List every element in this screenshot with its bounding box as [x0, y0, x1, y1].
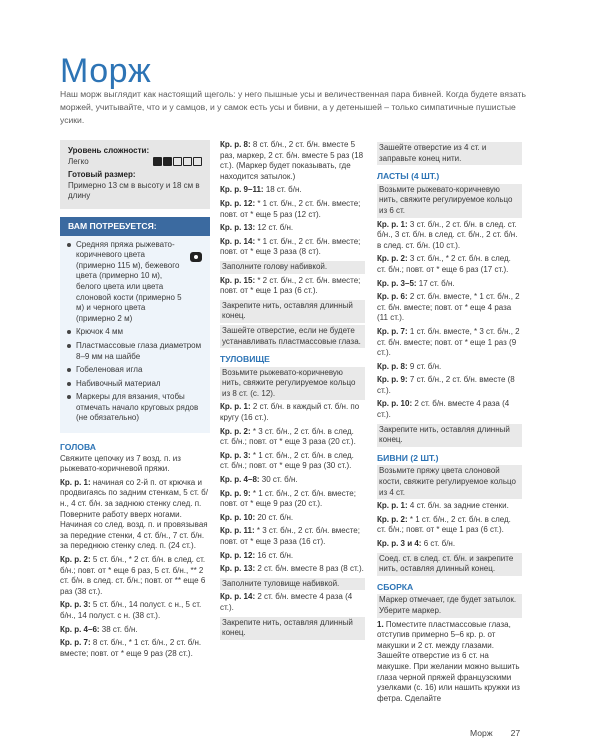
row-text: начиная со 2-й п. от крючка и продвигаясь по задним стенкам, 5 ст. б/н., 4 ст. б/н. за заднюю стенку след. п. Поверните работу вверх ногами. Начиная со след. возд. п. и провязывая за передние стенки, 4 ст. б/н., 7 ст. б/н. за переднюю стенку след. п. (24 ст.).: [60, 477, 208, 551]
tusk-rows: [377, 501, 522, 549]
pattern-row: [220, 199, 365, 220]
pattern-row: [220, 185, 365, 196]
pattern-row: [60, 478, 210, 552]
intro-text: Наш морж выглядит как настоящий щеголь: у него пышные усы и величественная пара бивней. Когда будете вязать моржей, учитывайте, что и у самцов, и у самок есть усы и бивни, а у детенышей – только симпатичные пушистые усики.: [60, 89, 526, 125]
row-text: 5 ст. б/н., 14 полуст. с н., 5 ст. б/н., 14 полуст. с н. (38 ст.).: [60, 600, 202, 620]
row-text: * 1 ст. б/н., 2 ст. б/н. вместе; повт. от * еще 9 раз (20 ст.).: [220, 488, 356, 509]
row-text: * 3 ст. б/н., 2 ст. б/н. в след. ст. б/н.; повт. от * еще 3 раза (20 ст.).: [220, 426, 356, 447]
row-text: * 1 ст. б/н., 2 ст. б/н. вместе; повт. от * еще 5 раз (12 ст).: [220, 198, 361, 219]
pattern-row: [60, 555, 210, 597]
materials-header: ВАМ ПОТРЕБУЕТСЯ:: [60, 217, 210, 236]
row-text: 2 ст. б/н. в каждый ст. б/н. по кругу (16 ст.).: [220, 402, 360, 423]
row-label: Кр. р. 7:: [60, 638, 91, 648]
skill-value: Легко: [68, 156, 89, 166]
page-title: Морж: [60, 52, 152, 90]
row-text: 30 ст. б/н.: [261, 475, 298, 485]
footer-section: Морж: [470, 728, 493, 738]
row-text: * 2 ст. б/н., 2 ст. б/н. вместе; повт. от * еще 1 раз (6 ст.).: [220, 275, 361, 296]
pattern-row: [220, 526, 365, 547]
assembly-step: 1. Поместите пластмассовые глаза, отступив примерно 5–6 кр. р. от макушки и 2 ст. между глазами. Зашейте отверстие из 6 ст. на макушке. При желании можно вышить глаза черной пряжей французскими узелками (с. 16) или нашить кружки из фетра. Сделайте: [377, 619, 520, 703]
row-text: 9 ст. б/н.: [409, 361, 442, 371]
info-box: [60, 140, 210, 209]
column-2: [220, 140, 365, 642]
row-text: 2 ст. б/н. вместе 4 раза (4 ст.).: [220, 592, 353, 612]
pattern-row: [220, 402, 365, 423]
row-label: Кр. р. 4–8:: [220, 475, 260, 485]
row-label: Кр. р. 9:: [220, 488, 251, 498]
pattern-row: [377, 539, 522, 550]
row-text: 17 ст. б/н.: [418, 278, 455, 288]
note: Заполните голову набивкой.: [220, 261, 365, 274]
page-footer: [470, 728, 520, 738]
difficulty-bar: [183, 157, 192, 166]
materials-item: Средняя пряжа рыжевато-коричневого цвета (примерно 115 м), бежевого цвета (примерно 10 м), белого цвета или цвета слоновой кости (примерно 5 м) и черного цвета (примерно 2 м): [66, 240, 204, 325]
pattern-row: [377, 399, 522, 420]
pattern-row: [220, 140, 365, 182]
row-label: Кр. р. 14:: [220, 592, 256, 602]
pattern-row: [377, 501, 522, 512]
column-3: [377, 140, 522, 707]
pattern-row: [220, 551, 365, 562]
materials-item: Крючок 4 мм: [66, 327, 204, 338]
row-label: Кр. р. 3–5:: [377, 278, 417, 288]
row-text: * 1 ст. б/н., 2 ст. б/н. в след. ст. б/н.; повт. от * еще 1 раз (6 ст.).: [377, 514, 511, 535]
section-heading-head: ГОЛОВА: [60, 442, 96, 453]
row-label: Кр. р. 3 и 4:: [377, 539, 422, 548]
row-label: Кр. р. 7:: [377, 326, 408, 336]
note: Заполните туловище набивкой.: [220, 578, 365, 591]
row-label: Кр. р. 1:: [220, 402, 251, 412]
row-text: 7 ст. б/н., 2 ст. б/н. вместе (8 ст.).: [377, 375, 515, 395]
difficulty-bar: [193, 157, 202, 166]
row-label: Кр. р. 10:: [220, 512, 256, 522]
size-value: Примерно 13 см в высоту и 18 см в длину: [68, 180, 200, 201]
row-label: Кр. р. 10:: [377, 399, 413, 409]
skill-row: [68, 157, 202, 168]
pattern-row: [377, 279, 522, 290]
row-label: Кр. р. 1:: [377, 219, 408, 229]
materials-item: Гобеленовая игла: [66, 365, 204, 376]
note: Зашейте отверстие, если не будете устанавливать пластмассовые глаза.: [220, 325, 365, 348]
row-label: Кр. р. 12:: [220, 198, 256, 208]
row-label: Кр. р. 11:: [220, 526, 255, 536]
row-text: 20 ст. б/н.: [257, 512, 294, 522]
row-text: 18 ст. б/н.: [265, 185, 302, 195]
row-text: * 1 ст. б/н., 2 ст. б/н. в след. ст. б/н.; повт. от * еще 9 раз (30 ст.).: [220, 450, 354, 471]
pattern-row: [220, 489, 365, 510]
pattern-row: [220, 513, 365, 524]
row-text: 2 ст. б/н. вместе 4 раза (4 ст.).: [377, 399, 510, 420]
section-heading-body: ТУЛОВИЩЕ: [220, 354, 270, 365]
head-rows: [60, 478, 210, 660]
pattern-row: [377, 375, 522, 396]
flipper-rows: [377, 220, 522, 421]
row-label: Кр. р. 12:: [220, 550, 256, 560]
row-label: Кр. р. 13:: [220, 223, 256, 233]
pattern-row: [377, 327, 522, 359]
section-text: Возьмите рыжевато-коричневую нить, свяжите регулируемое кольцо из 6 ст.: [377, 184, 522, 218]
row-label: Кр. р. 3:: [60, 600, 91, 610]
pattern-row: [220, 592, 365, 613]
section-heading-tusks: БИВНИ (2 ШТ.): [377, 452, 439, 463]
pattern-row: [220, 276, 365, 297]
row-text: 5 ст. б/н., * 2 ст. б/н. в след. ст. б/н.; повт. от * еще 6 раз, 5 ст. б/н., ** 2 ст. б/н. в след. ст. б/н.; повт. от ** еще 6 раз (38 ст.).: [60, 555, 206, 596]
note: Закрепите нить, оставляя длинный конец.: [377, 424, 522, 447]
row-label: Кр. р. 8:: [220, 140, 251, 149]
pattern-row: [220, 223, 365, 234]
body-rows-cont: [220, 592, 365, 613]
materials-item: Набивочный материал: [66, 379, 204, 390]
row-label: Кр. р. 1:: [60, 477, 91, 487]
row-label: Кр. р. 2:: [60, 555, 91, 564]
materials-item: Пластмассовые глаза диаметром 8–9 мм на шайбе: [66, 341, 204, 362]
materials-list: [60, 236, 210, 425]
pattern-row: [60, 625, 210, 636]
pattern-row: [377, 254, 522, 275]
note: Закрепите нить, оставляя длинный конец.: [220, 617, 365, 640]
row-text: 38 ст. б/н.: [101, 624, 138, 634]
section-text: Возьмите пряжу цвета слоновой кости, свяжите регулируемое кольцо из 4 ст.: [377, 465, 522, 499]
row-text: * 1 ст. б/н., 2 ст. б/н. вместе; повт. от * еще 3 раза (8 ст).: [220, 236, 361, 257]
row-label: Кр. р. 3:: [220, 450, 251, 460]
pattern-row: [220, 427, 365, 448]
row-text: 1 ст. б/н. вместе, * 3 ст. б/н., 2 ст. б/н. вместе; повт. от * еще 1 раз (9 ст.).: [377, 326, 520, 358]
materials-box: [60, 217, 210, 433]
row-label: Кр. р. 1:: [377, 501, 408, 511]
section-text: Маркер отмечает, где будет затылок. Уберите маркер.: [377, 594, 522, 617]
row-text: 8 ст. б/н., * 1 ст. б/н., 2 ст. б/н. вместе; повт. от * еще 9 раз (28 ст.).: [60, 638, 202, 658]
row-text: 16 ст. б/н.: [257, 550, 294, 560]
pattern-row: [60, 638, 210, 659]
row-label: Кр. р. 9:: [377, 375, 408, 385]
pattern-row: [220, 475, 365, 486]
section-text: Возьмите рыжевато-коричневую нить, свяжите регулируемое кольцо из 8 ст. (с. 12).: [220, 367, 365, 401]
row-label: Кр. р. 2:: [377, 254, 408, 264]
size-label: Готовый размер:: [68, 170, 136, 180]
row-text: 12 ст. б/н.: [257, 223, 294, 233]
section-heading-assembly: СБОРКА: [377, 581, 414, 592]
note: Соед. ст. в след. ст. б/н. и закрепите нить, оставляя длинный конец.: [377, 553, 522, 576]
row-label: Кр. р. 8:: [377, 361, 408, 371]
row-label: Кр. р. 15:: [220, 275, 256, 285]
note: Зашейте отверстие из 4 ст. и заправьте конец нити.: [377, 142, 522, 165]
row-text: 8 ст. б/н., 2 ст. б/н. вместе 5 раз, маркер, 2 ст. б/н. вместе 5 раз (18 ст.). (Маркер будет показывать, где находится затылок.): [220, 140, 364, 181]
pattern-row: [377, 515, 522, 536]
page-number: 27: [510, 728, 521, 738]
pattern-row: [377, 292, 522, 324]
row-label: Кр. р. 14:: [220, 236, 256, 246]
materials-item: Маркеры для вязания, чтобы отмечать начало круговых рядов (не обязательно): [66, 392, 204, 424]
difficulty-bar: [163, 157, 172, 166]
difficulty-bar: [173, 157, 182, 166]
section-text: Свяжите цепочку из 7 возд. п. из рыжевато-коричневой пряжи.: [60, 453, 181, 474]
difficulty-bar: [153, 157, 162, 166]
row-label: Кр. р. 6:: [377, 292, 408, 302]
row-text: * 3 ст. б/н., 2 ст. б/н. вместе; повт. от * еще 3 раза (16 ст).: [220, 526, 360, 546]
note: Закрепите нить, оставляя длинный конец.: [220, 300, 365, 323]
pattern-row: [377, 362, 522, 373]
section-heading-flippers: ЛАСТЫ (4 ШТ.): [377, 171, 440, 182]
head-rows-cont: [220, 276, 365, 297]
row-label: Кр. р. 13:: [220, 564, 256, 574]
head-rows-cont: [220, 140, 365, 258]
row-text: 3 ст. б/н., * 2 ст. б/н. в след. ст. б/н.; повт. от * еще 6 раз (17 ст.).: [377, 254, 511, 274]
row-text: 3 ст. б/н., 2 ст. б/н. в след. ст. б/н., 3 ст. б/н. в след. ст. б/н., 2 ст. б/н. в след. ст. б/н. (10 ст.).: [377, 219, 518, 250]
difficulty-bars-icon: [153, 157, 202, 166]
pattern-row: [377, 220, 522, 252]
pattern-row: [220, 451, 365, 472]
row-text: 4 ст. б/н. за задние стенки.: [409, 501, 509, 511]
pattern-row: [220, 237, 365, 258]
pattern-row: [220, 564, 365, 575]
body-rows: [220, 402, 365, 574]
skill-label: Уровень сложности:: [68, 146, 150, 155]
pattern-row: [60, 600, 210, 621]
row-text: 2 ст. б/н. вместе, * 1 ст. б/н., 2 ст. б/н. вместе; повт. от * еще 4 раза (11 ст.).: [377, 292, 520, 323]
row-label: Кр. р. 9–11:: [220, 185, 264, 195]
row-label: Кр. р. 2:: [220, 426, 251, 436]
row-text: 2 ст. б/н. вместе 8 раз (8 ст.).: [257, 564, 364, 574]
row-label: Кр. р. 2:: [377, 514, 408, 524]
column-1: [60, 140, 210, 662]
yarn-weight-icon: [190, 252, 202, 262]
row-text: 6 ст. б/н.: [423, 539, 456, 548]
row-label: Кр. р. 4–6:: [60, 624, 100, 634]
